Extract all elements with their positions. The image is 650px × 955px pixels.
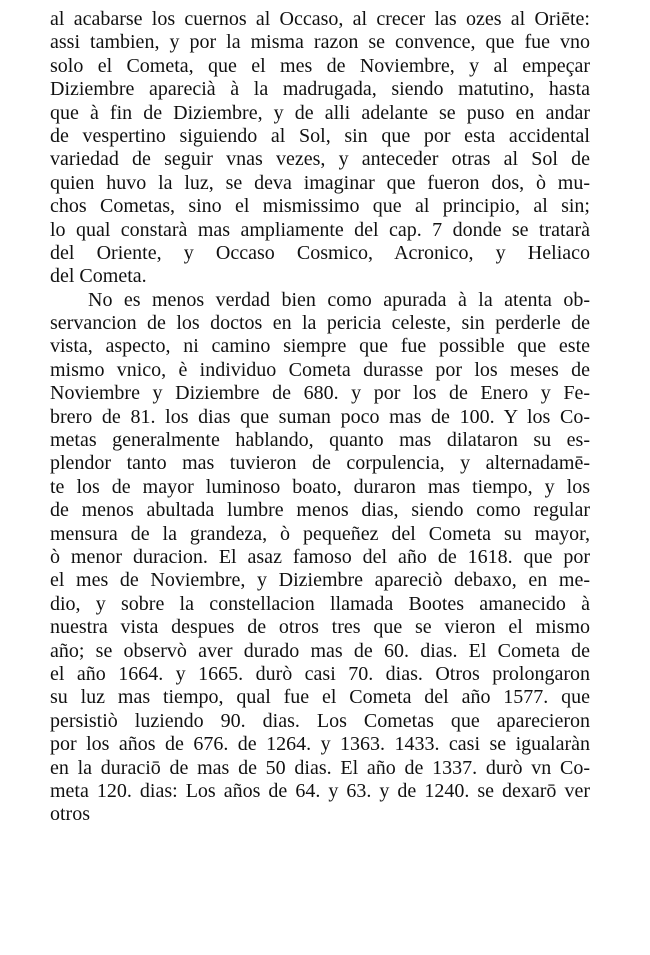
page-text bbox=[50, 8, 590, 827]
text-line: servancion de los doctos en la pericia celeste, sin perderle de bbox=[50, 312, 590, 335]
text-line: metas generalmente hablando, quanto mas dilataron su es- bbox=[50, 429, 590, 452]
text-line: el año 1664. y 1665. durò casi 70. dias. Otros prolongaron bbox=[50, 662, 590, 685]
text-line: por los años de 676. de 1264. y 1363. 1433. casi se igualaràn bbox=[50, 733, 590, 756]
text-line: te los de mayor luminoso boato, duraron mas tiempo, y los bbox=[50, 475, 590, 498]
text-line: quien huvo la luz, se deva imaginar que fueron dos, ò mu- bbox=[50, 171, 590, 194]
text-line: Diziembre aparecià à la madrugada, siendo matutino, hasta bbox=[50, 78, 590, 101]
text-line: al acabarse los cuernos al Occaso, al crecer las ozes al Oriēte: bbox=[50, 8, 590, 30]
text-line: chos Cometas, sino el mismissimo que al principio, al sin; bbox=[50, 195, 590, 218]
text-line: mensura de la grandeza, ò pequeñez del Cometa su mayor, bbox=[50, 522, 590, 545]
text-line: año; se observò aver durado mas de 60. dias. El Cometa de bbox=[50, 639, 590, 662]
text-line: nuestra vista despues de otros tres que se vieron el mismo bbox=[50, 616, 590, 639]
text-line: de menos abultada lumbre menos dias, siendo como regular bbox=[50, 499, 590, 522]
text-line: dio, y sobre la constellacion llamada Bootes amanecido à bbox=[50, 592, 590, 615]
text-line: ò menor duracion. El asaz famoso del año de 1618. que por bbox=[50, 545, 590, 568]
text-line: en la duraciō de mas de 50 dias. El año de 1337. durò vn Co- bbox=[50, 756, 590, 779]
text-line: meta 120. dias: Los años de 64. y 63. y de 1240. se dexarō ver bbox=[50, 779, 590, 802]
paragraph-1 bbox=[50, 8, 590, 289]
text-line: No es menos verdad bien como apurada à la atenta ob- bbox=[88, 288, 590, 311]
text-line: su luz mas tiempo, qual fue el Cometa del año 1577. que bbox=[50, 686, 590, 709]
text-line: solo el Cometa, que el mes de Noviembre, y al empeçar bbox=[50, 54, 590, 77]
text-line: el mes de Noviembre, y Diziembre apareciò debaxo, en me- bbox=[50, 569, 590, 592]
text-line: del Cometa. bbox=[50, 265, 147, 288]
text-line: persistiò luziendo 90. dias. Los Cometas que aparecieron bbox=[50, 709, 590, 732]
text-line: vista, aspecto, ni camino siempre que fue possible que este bbox=[50, 335, 590, 358]
text-line: assi tambien, y por la misma razon se convence, que fue vno bbox=[50, 31, 590, 54]
text-line: brero de 81. los dias que suman poco mas de 100. Y los Co- bbox=[50, 405, 590, 428]
catchword: otros bbox=[50, 803, 90, 826]
text-line: Noviembre y Diziembre de 680. y por los de Enero y Fe- bbox=[50, 382, 590, 405]
text-line: lo qual constarà mas ampliamente del cap. 7 donde se tratarà bbox=[50, 218, 590, 241]
text-line: de vespertino siguiendo al Sol, sin que por esta accidental bbox=[50, 124, 590, 147]
paragraph-2 bbox=[50, 289, 590, 804]
text-line: plendor tanto mas tuvieron de corpulencia, y alternadamē- bbox=[50, 452, 590, 475]
catchword-row bbox=[50, 803, 590, 826]
text-line: variedad de seguir vnas vezes, y anteceder otras al Sol de bbox=[50, 148, 590, 171]
text-line: que à fin de Diziembre, y de alli adelante se puso en andar bbox=[50, 101, 590, 124]
text-line: del Oriente, y Occaso Cosmico, Acronico, y Heliaco bbox=[50, 241, 590, 264]
text-line: mismo vnico, è individuo Cometa durasse por los meses de bbox=[50, 358, 590, 381]
